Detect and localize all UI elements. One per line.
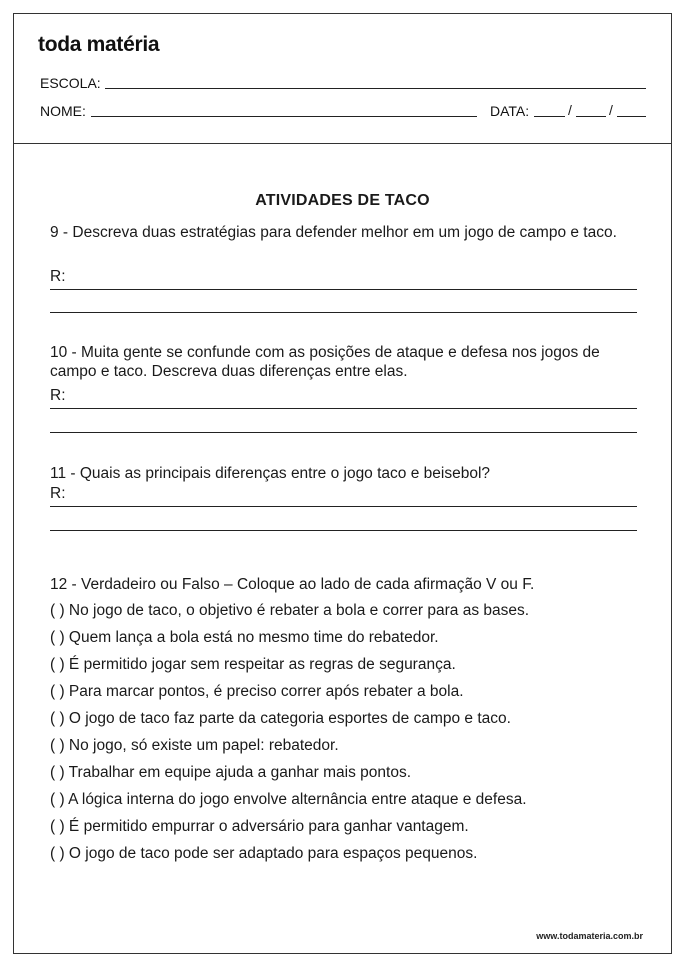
tf-item[interactable]: ( ) No jogo, só existe um papel: rebatedor. <box>50 737 339 754</box>
nome-line[interactable] <box>91 116 477 117</box>
date-month-line[interactable] <box>576 116 606 117</box>
question-12-text: 12 - Verdadeiro ou Falso – Coloque ao lado de cada afirmação V ou F. <box>50 576 535 593</box>
answer-line[interactable] <box>50 432 637 433</box>
data-label: DATA: <box>490 103 530 119</box>
nome-label: NOME: <box>40 103 86 119</box>
answer-label: R: <box>50 485 66 502</box>
date-day-line[interactable] <box>534 116 565 117</box>
answer-label: R: <box>50 268 66 285</box>
worksheet-header <box>14 14 671 144</box>
escola-line[interactable] <box>105 88 646 89</box>
answer-line[interactable] <box>50 312 637 313</box>
answer-label: R: <box>50 387 66 404</box>
tf-item[interactable]: ( ) Trabalhar em equipe ajuda a ganhar mais pontos. <box>50 764 412 781</box>
answer-line[interactable] <box>50 506 637 507</box>
tf-item[interactable]: ( ) É permitido jogar sem respeitar as regras de segurança. <box>50 656 456 673</box>
worksheet <box>13 13 672 954</box>
answer-line[interactable] <box>50 530 637 531</box>
tf-item[interactable]: ( ) É permitido empurrar o adversário para ganhar vantagem. <box>50 818 469 835</box>
tf-item[interactable]: ( ) No jogo de taco, o objetivo é rebater a bola e correr para as bases. <box>50 602 530 619</box>
worksheet-title: ATIVIDADES DE TACO <box>255 192 430 209</box>
question-10-text: 10 - Muita gente se confunde com as posições de ataque e defesa nos jogos de campo e taco. Descreva duas diferenças entre elas. <box>50 344 600 380</box>
tf-item[interactable]: ( ) O jogo de taco pode ser adaptado para espaços pequenos. <box>50 845 478 862</box>
tf-item[interactable]: ( ) O jogo de taco faz parte da categoria esportes de campo e taco. <box>50 710 511 727</box>
brand-logo: toda matéria <box>38 33 160 56</box>
date-year-line[interactable] <box>617 116 646 117</box>
tf-item[interactable]: ( ) A lógica interna do jogo envolve alternância entre ataque e defesa. <box>50 791 527 808</box>
escola-label: ESCOLA: <box>40 75 101 91</box>
date-slash: / <box>568 102 572 118</box>
answer-line[interactable] <box>50 408 637 409</box>
answer-line[interactable] <box>50 289 637 290</box>
footer-url: www.todamateria.com.br <box>536 931 643 941</box>
tf-item[interactable]: ( ) Para marcar pontos, é preciso correr após rebater a bola. <box>50 683 464 700</box>
tf-item[interactable]: ( ) Quem lança a bola está no mesmo time do rebatedor. <box>50 629 439 646</box>
question-11-text: 11 - Quais as principais diferenças entre o jogo taco e beisebol? <box>50 465 491 482</box>
question-9-text: 9 - Descreva duas estratégias para defender melhor em um jogo de campo e taco. <box>50 224 617 241</box>
date-slash: / <box>609 102 613 118</box>
